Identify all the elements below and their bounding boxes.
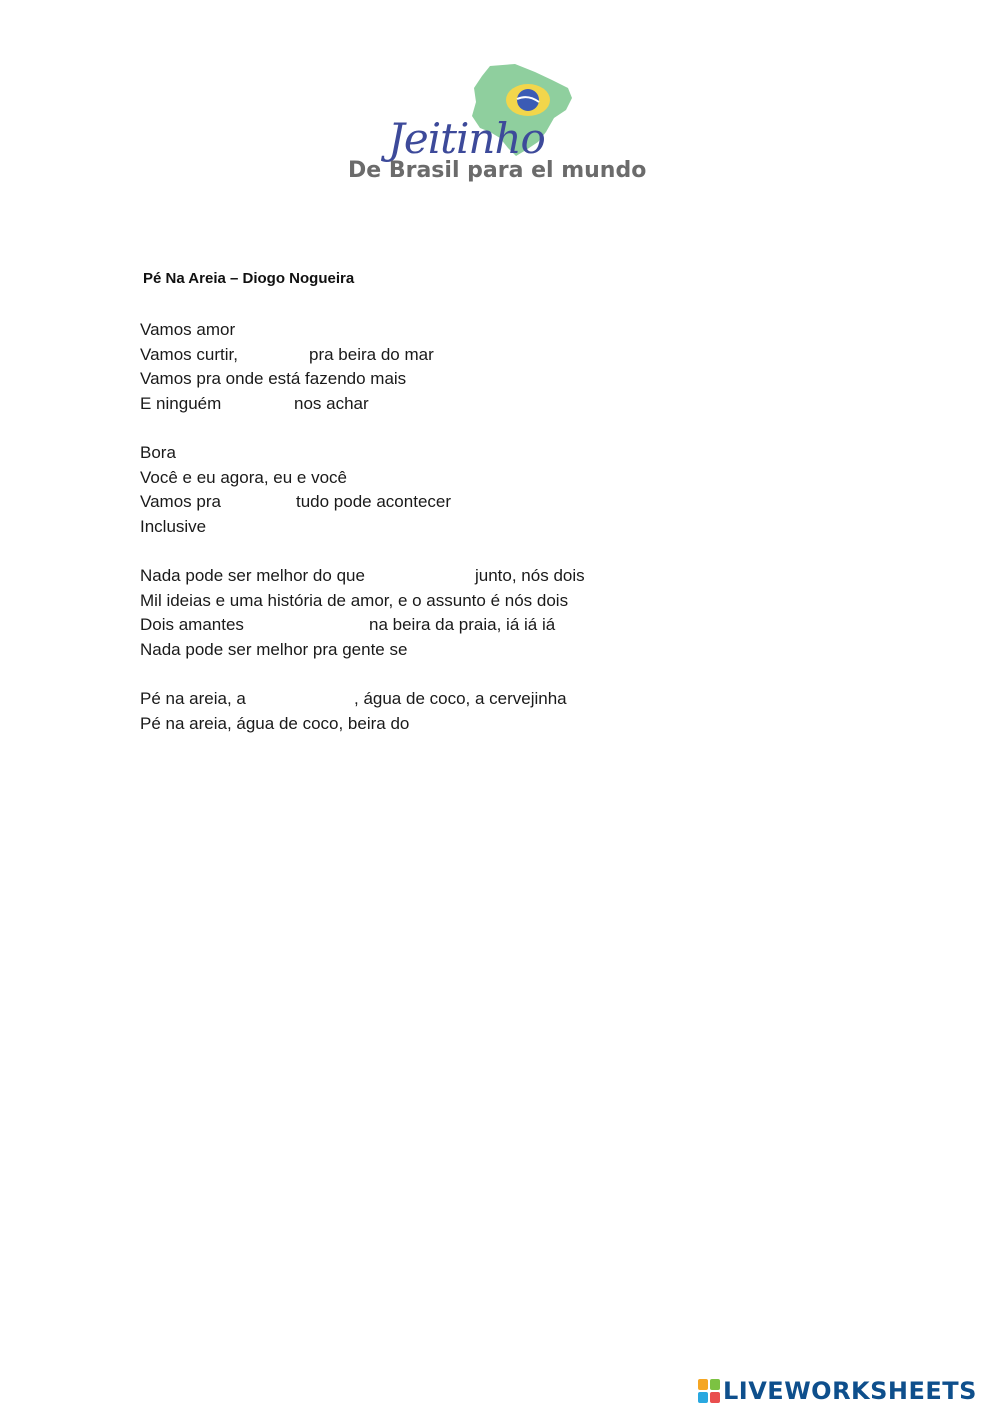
logo-script-text: Jeitinho <box>388 114 545 163</box>
liveworksheets-text: LIVEWORKSHEETS <box>723 1377 977 1405</box>
lyric-text: Vamos amor <box>140 320 236 339</box>
liveworksheets-brand <box>698 1377 977 1405</box>
lyric-text: Vamos curtir, <box>140 344 238 364</box>
lyric-text: Pé na areia, a <box>140 688 246 708</box>
lyric-text: Dois amantes <box>140 615 244 635</box>
lyric-text: Pé na areia, água de coco, beira do <box>140 713 410 733</box>
lyric-text: Nada pode ser melhor pra gente se <box>140 639 408 659</box>
lyric-text: Vamos pra onde está fazendo mais <box>140 369 407 389</box>
lyric-text: Inclusive <box>140 516 207 536</box>
lyric-text: junto, nós dois <box>475 565 585 585</box>
lyric-text: Vamos pra <box>140 492 221 512</box>
lyric-text: nos achar <box>294 393 369 413</box>
logo-tagline: De Brasil para el mundo <box>348 158 647 183</box>
lyric-text: E ninguém <box>140 393 222 413</box>
lyric-text: Mil ideias e uma história de amor, e o assunto é nós dois <box>140 590 569 610</box>
lyric-text: Você e eu agora, eu e você <box>140 467 347 487</box>
lyric-text: na beira da praia, iá iá iá <box>369 615 556 635</box>
lyric-text: Bora <box>140 442 176 462</box>
song-title: Pé Na Areia – Diogo Nogueira <box>143 270 355 287</box>
liveworksheets-icon <box>698 1379 720 1403</box>
jeitinho-logo <box>340 58 647 198</box>
lyric-text: pra beira do mar <box>309 344 434 364</box>
lyric-text: Nada pode ser melhor do que <box>140 565 365 585</box>
lyric-text: , água de coco, a cervejinha <box>354 688 567 708</box>
lyric-text: tudo pode acontecer <box>296 492 452 512</box>
